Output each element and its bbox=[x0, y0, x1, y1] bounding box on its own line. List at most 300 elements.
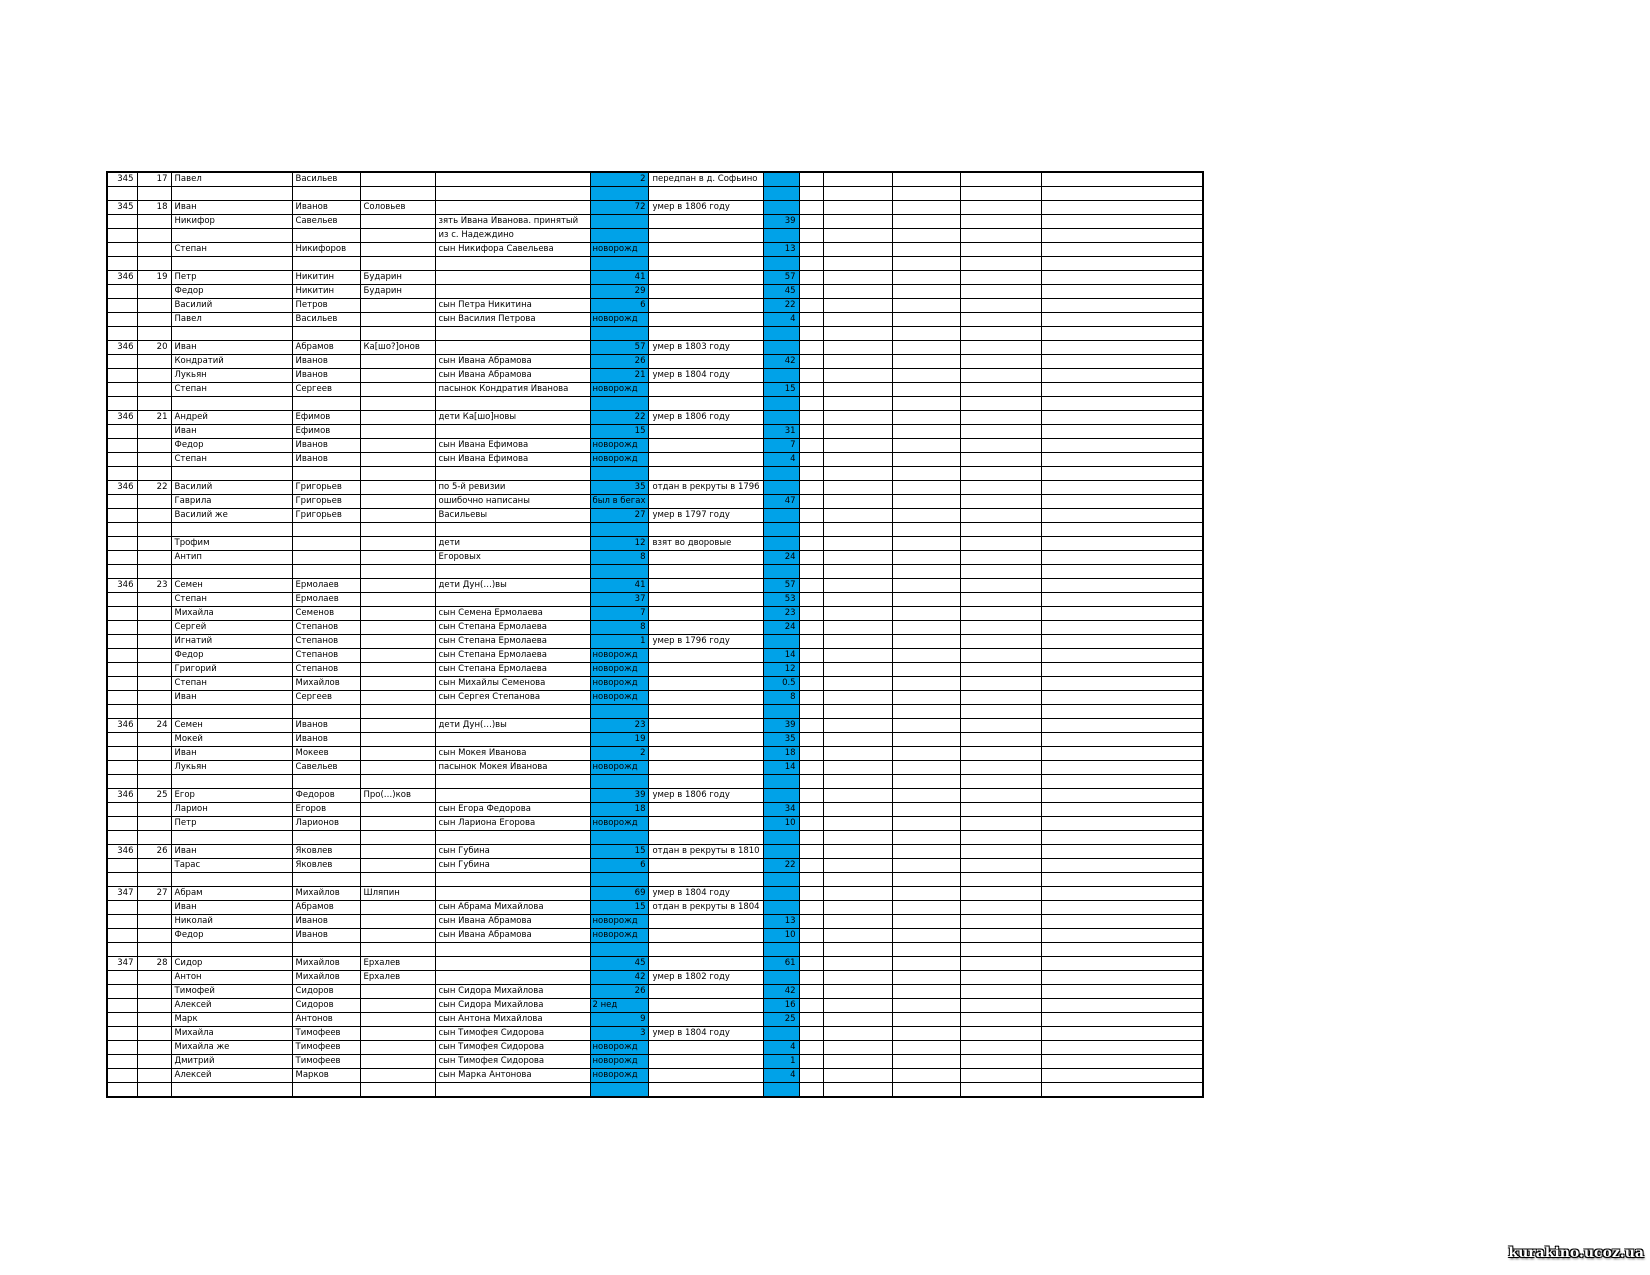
remark-cell: умер в 1804 году bbox=[649, 1027, 763, 1041]
first-name-cell bbox=[171, 705, 292, 719]
page-cell bbox=[107, 369, 137, 383]
table-row bbox=[107, 607, 1203, 621]
empty-cell bbox=[823, 733, 892, 747]
empty-cell bbox=[799, 859, 823, 873]
age-1795-cell bbox=[590, 215, 649, 229]
age-1795-cell: 29 bbox=[590, 285, 649, 299]
empty-cell bbox=[1041, 425, 1203, 439]
age-1811-cell: 39 bbox=[763, 215, 799, 229]
patronymic-cell: Иванов bbox=[292, 915, 360, 929]
empty-cell bbox=[799, 257, 823, 271]
page-cell bbox=[107, 677, 137, 691]
page-cell bbox=[107, 733, 137, 747]
empty-cell bbox=[892, 172, 960, 187]
relation-note-cell: сын Тимофея Сидорова bbox=[435, 1027, 590, 1041]
table-row bbox=[107, 747, 1203, 761]
age-1795-cell: 2 нед bbox=[590, 999, 649, 1013]
empty-cell bbox=[823, 1055, 892, 1069]
surname-cell bbox=[360, 635, 435, 649]
surname-cell bbox=[360, 1041, 435, 1055]
empty-cell bbox=[1041, 495, 1203, 509]
age-1795-cell bbox=[590, 327, 649, 341]
empty-cell bbox=[1041, 509, 1203, 523]
first-name-cell: Иван bbox=[171, 425, 292, 439]
empty-cell bbox=[799, 761, 823, 775]
empty-cell bbox=[823, 481, 892, 495]
first-name-cell: Лукьян bbox=[171, 369, 292, 383]
relation-note-cell: сын Сидора Михайлова bbox=[435, 999, 590, 1013]
empty-cell bbox=[960, 467, 1041, 481]
table-row bbox=[107, 439, 1203, 453]
page-cell bbox=[107, 705, 137, 719]
empty-cell bbox=[799, 705, 823, 719]
empty-cell bbox=[960, 172, 1041, 187]
household-number-cell bbox=[137, 985, 171, 999]
empty-cell bbox=[823, 985, 892, 999]
empty-cell bbox=[799, 663, 823, 677]
age-1795-cell: 7 bbox=[590, 607, 649, 621]
relation-note-cell bbox=[435, 733, 590, 747]
empty-cell bbox=[823, 523, 892, 537]
patronymic-cell bbox=[292, 537, 360, 551]
surname-cell bbox=[360, 831, 435, 845]
household-number-cell bbox=[137, 691, 171, 705]
census-table-body bbox=[107, 172, 1203, 1097]
household-number-cell bbox=[137, 257, 171, 271]
first-name-cell bbox=[171, 397, 292, 411]
relation-note-cell: Егоровых bbox=[435, 551, 590, 565]
empty-cell bbox=[892, 285, 960, 299]
patronymic-cell: Степанов bbox=[292, 635, 360, 649]
empty-cell bbox=[960, 243, 1041, 257]
relation-note-cell bbox=[435, 593, 590, 607]
age-1795-cell: 57 bbox=[590, 341, 649, 355]
household-number-cell: 22 bbox=[137, 481, 171, 495]
age-1795-cell: 41 bbox=[590, 271, 649, 285]
patronymic-cell bbox=[292, 1083, 360, 1098]
empty-cell bbox=[960, 341, 1041, 355]
household-number-cell bbox=[137, 509, 171, 523]
first-name-cell: Федор bbox=[171, 929, 292, 943]
empty-cell bbox=[799, 621, 823, 635]
surname-cell bbox=[360, 565, 435, 579]
age-1795-cell bbox=[590, 943, 649, 957]
empty-cell bbox=[892, 831, 960, 845]
empty-cell bbox=[799, 1013, 823, 1027]
page-cell bbox=[107, 467, 137, 481]
surname-cell bbox=[360, 999, 435, 1013]
table-row bbox=[107, 649, 1203, 663]
surname-cell bbox=[360, 1055, 435, 1069]
empty-cell bbox=[1041, 635, 1203, 649]
empty-cell bbox=[1041, 565, 1203, 579]
age-1811-cell bbox=[763, 481, 799, 495]
empty-cell bbox=[799, 271, 823, 285]
table-row bbox=[107, 943, 1203, 957]
age-1811-cell: 4 bbox=[763, 1069, 799, 1083]
relation-note-cell bbox=[435, 957, 590, 971]
surname-cell bbox=[360, 551, 435, 565]
empty-cell bbox=[892, 663, 960, 677]
age-1811-cell bbox=[763, 369, 799, 383]
relation-note-cell: сын Степана Ермолаева bbox=[435, 621, 590, 635]
relation-note-cell bbox=[435, 1083, 590, 1098]
empty-cell bbox=[1041, 1069, 1203, 1083]
remark-cell bbox=[649, 677, 763, 691]
remark-cell bbox=[649, 257, 763, 271]
remark-cell bbox=[649, 467, 763, 481]
remark-cell: взят во дворовые bbox=[649, 537, 763, 551]
age-1795-cell bbox=[590, 523, 649, 537]
age-1795-cell: 18 bbox=[590, 803, 649, 817]
remark-cell bbox=[649, 215, 763, 229]
page-cell bbox=[107, 747, 137, 761]
household-number-cell bbox=[137, 677, 171, 691]
empty-cell bbox=[1041, 579, 1203, 593]
table-row bbox=[107, 1027, 1203, 1041]
empty-cell bbox=[892, 551, 960, 565]
remark-cell bbox=[649, 313, 763, 327]
surname-cell bbox=[360, 453, 435, 467]
household-number-cell bbox=[137, 215, 171, 229]
table-row bbox=[107, 845, 1203, 859]
empty-cell bbox=[799, 243, 823, 257]
patronymic-cell: Антонов bbox=[292, 1013, 360, 1027]
empty-cell bbox=[960, 705, 1041, 719]
empty-cell bbox=[823, 411, 892, 425]
patronymic-cell: Тимофеев bbox=[292, 1055, 360, 1069]
household-number-cell bbox=[137, 1013, 171, 1027]
empty-cell bbox=[823, 929, 892, 943]
first-name-cell: Иван bbox=[171, 747, 292, 761]
relation-note-cell bbox=[435, 285, 590, 299]
table-row bbox=[107, 495, 1203, 509]
relation-note-cell bbox=[435, 887, 590, 901]
surname-cell bbox=[360, 859, 435, 873]
age-1811-cell: 22 bbox=[763, 859, 799, 873]
table-row bbox=[107, 915, 1203, 929]
empty-cell bbox=[1041, 1027, 1203, 1041]
household-number-cell bbox=[137, 313, 171, 327]
empty-cell bbox=[823, 593, 892, 607]
empty-cell bbox=[1041, 355, 1203, 369]
household-number-cell: 28 bbox=[137, 957, 171, 971]
household-number-cell: 19 bbox=[137, 271, 171, 285]
first-name-cell: Павел bbox=[171, 172, 292, 187]
empty-cell bbox=[1041, 831, 1203, 845]
table-row bbox=[107, 873, 1203, 887]
table-row bbox=[107, 705, 1203, 719]
age-1811-cell bbox=[763, 467, 799, 481]
age-1811-cell bbox=[763, 943, 799, 957]
table-row bbox=[107, 327, 1203, 341]
empty-cell bbox=[799, 397, 823, 411]
empty-cell bbox=[892, 215, 960, 229]
age-1795-cell: 1 bbox=[590, 635, 649, 649]
household-number-cell bbox=[137, 369, 171, 383]
remark-cell bbox=[649, 243, 763, 257]
empty-cell bbox=[892, 397, 960, 411]
household-number-cell bbox=[137, 593, 171, 607]
empty-cell bbox=[823, 957, 892, 971]
empty-cell bbox=[892, 201, 960, 215]
remark-cell bbox=[649, 453, 763, 467]
first-name-cell bbox=[171, 229, 292, 243]
remark-cell: умер в 1806 году bbox=[649, 789, 763, 803]
first-name-cell bbox=[171, 467, 292, 481]
relation-note-cell: дети bbox=[435, 537, 590, 551]
page-cell bbox=[107, 691, 137, 705]
first-name-cell: Федор bbox=[171, 285, 292, 299]
page-cell bbox=[107, 299, 137, 313]
empty-cell bbox=[960, 775, 1041, 789]
patronymic-cell: Абрамов bbox=[292, 901, 360, 915]
empty-cell bbox=[960, 677, 1041, 691]
empty-cell bbox=[823, 691, 892, 705]
page-cell: 346 bbox=[107, 579, 137, 593]
age-1811-cell: 47 bbox=[763, 495, 799, 509]
empty-cell bbox=[1041, 999, 1203, 1013]
age-1795-cell: 6 bbox=[590, 859, 649, 873]
household-number-cell bbox=[137, 901, 171, 915]
surname-cell bbox=[360, 215, 435, 229]
surname-cell bbox=[360, 901, 435, 915]
remark-cell bbox=[649, 229, 763, 243]
page-cell: 346 bbox=[107, 789, 137, 803]
first-name-cell bbox=[171, 873, 292, 887]
table-row bbox=[107, 1013, 1203, 1027]
age-1795-cell: 37 bbox=[590, 593, 649, 607]
empty-cell bbox=[823, 341, 892, 355]
empty-cell bbox=[799, 229, 823, 243]
age-1811-cell bbox=[763, 397, 799, 411]
empty-cell bbox=[892, 537, 960, 551]
age-1811-cell: 34 bbox=[763, 803, 799, 817]
age-1811-cell: 12 bbox=[763, 663, 799, 677]
age-1811-cell bbox=[763, 327, 799, 341]
empty-cell bbox=[892, 733, 960, 747]
age-1811-cell bbox=[763, 705, 799, 719]
household-number-cell bbox=[137, 943, 171, 957]
table-row bbox=[107, 369, 1203, 383]
patronymic-cell: Ефимов bbox=[292, 425, 360, 439]
household-number-cell: 17 bbox=[137, 172, 171, 187]
empty-cell bbox=[892, 495, 960, 509]
empty-cell bbox=[1041, 859, 1203, 873]
empty-cell bbox=[823, 453, 892, 467]
patronymic-cell: Федоров bbox=[292, 789, 360, 803]
empty-cell bbox=[1041, 271, 1203, 285]
empty-cell bbox=[892, 411, 960, 425]
surname-cell bbox=[360, 299, 435, 313]
surname-cell bbox=[360, 229, 435, 243]
table-row bbox=[107, 355, 1203, 369]
surname-cell bbox=[360, 803, 435, 817]
table-row bbox=[107, 285, 1203, 299]
remark-cell bbox=[649, 747, 763, 761]
empty-cell bbox=[823, 789, 892, 803]
household-number-cell bbox=[137, 1055, 171, 1069]
page-cell bbox=[107, 859, 137, 873]
first-name-cell: Василий же bbox=[171, 509, 292, 523]
age-1811-cell: 14 bbox=[763, 761, 799, 775]
relation-note-cell bbox=[435, 971, 590, 985]
household-number-cell bbox=[137, 243, 171, 257]
first-name-cell: Иван bbox=[171, 201, 292, 215]
empty-cell bbox=[960, 1027, 1041, 1041]
relation-note-cell: зять Ивана Иванова. принятый bbox=[435, 215, 590, 229]
empty-cell bbox=[799, 803, 823, 817]
age-1811-cell: 13 bbox=[763, 243, 799, 257]
page-cell: 346 bbox=[107, 271, 137, 285]
relation-note-cell: сын Петра Никитина bbox=[435, 299, 590, 313]
empty-cell bbox=[960, 719, 1041, 733]
empty-cell bbox=[892, 887, 960, 901]
empty-cell bbox=[799, 201, 823, 215]
relation-note-cell bbox=[435, 943, 590, 957]
empty-cell bbox=[799, 593, 823, 607]
empty-cell bbox=[799, 677, 823, 691]
empty-cell bbox=[1041, 172, 1203, 187]
age-1811-cell: 7 bbox=[763, 439, 799, 453]
empty-cell bbox=[799, 957, 823, 971]
empty-cell bbox=[892, 243, 960, 257]
household-number-cell bbox=[137, 733, 171, 747]
household-number-cell: 20 bbox=[137, 341, 171, 355]
remark-cell bbox=[649, 1041, 763, 1055]
table-row bbox=[107, 579, 1203, 593]
household-number-cell bbox=[137, 1069, 171, 1083]
remark-cell bbox=[649, 285, 763, 299]
household-number-cell bbox=[137, 523, 171, 537]
empty-cell bbox=[960, 425, 1041, 439]
first-name-cell: Степан bbox=[171, 383, 292, 397]
table-row bbox=[107, 985, 1203, 999]
empty-cell bbox=[799, 1069, 823, 1083]
empty-cell bbox=[1041, 607, 1203, 621]
first-name-cell: Михайла же bbox=[171, 1041, 292, 1055]
relation-note-cell: сын Губина bbox=[435, 845, 590, 859]
surname-cell: Ерхалев bbox=[360, 971, 435, 985]
relation-note-cell: сын Семена Ермолаева bbox=[435, 607, 590, 621]
age-1811-cell: 25 bbox=[763, 1013, 799, 1027]
table-row bbox=[107, 887, 1203, 901]
patronymic-cell: Сергеев bbox=[292, 691, 360, 705]
remark-cell bbox=[649, 299, 763, 313]
empty-cell bbox=[799, 747, 823, 761]
empty-cell bbox=[892, 327, 960, 341]
empty-cell bbox=[1041, 327, 1203, 341]
first-name-cell: Николай bbox=[171, 915, 292, 929]
age-1811-cell bbox=[763, 257, 799, 271]
remark-cell: умер в 1797 году bbox=[649, 509, 763, 523]
patronymic-cell: Сергеев bbox=[292, 383, 360, 397]
first-name-cell: Михайла bbox=[171, 607, 292, 621]
empty-cell bbox=[823, 999, 892, 1013]
relation-note-cell: сын Ивана Абрамова bbox=[435, 369, 590, 383]
age-1811-cell bbox=[763, 971, 799, 985]
relation-note-cell: ошибочно написаны bbox=[435, 495, 590, 509]
empty-cell bbox=[823, 565, 892, 579]
empty-cell bbox=[892, 985, 960, 999]
relation-note-cell: дети Дун(…)вы bbox=[435, 579, 590, 593]
empty-cell bbox=[960, 999, 1041, 1013]
first-name-cell: Егор bbox=[171, 789, 292, 803]
first-name-cell: Василий bbox=[171, 299, 292, 313]
empty-cell bbox=[1041, 887, 1203, 901]
patronymic-cell: Ермолаев bbox=[292, 579, 360, 593]
empty-cell bbox=[1041, 663, 1203, 677]
surname-cell bbox=[360, 537, 435, 551]
remark-cell bbox=[649, 957, 763, 971]
age-1795-cell: новорожд bbox=[590, 663, 649, 677]
relation-note-cell bbox=[435, 271, 590, 285]
relation-note-cell bbox=[435, 201, 590, 215]
first-name-cell: Степан bbox=[171, 593, 292, 607]
page-cell bbox=[107, 425, 137, 439]
table-row bbox=[107, 313, 1203, 327]
household-number-cell bbox=[137, 425, 171, 439]
empty-cell bbox=[892, 915, 960, 929]
empty-cell bbox=[823, 383, 892, 397]
patronymic-cell bbox=[292, 397, 360, 411]
empty-cell bbox=[1041, 775, 1203, 789]
empty-cell bbox=[960, 649, 1041, 663]
empty-cell bbox=[823, 187, 892, 201]
empty-cell bbox=[1041, 467, 1203, 481]
first-name-cell: Петр bbox=[171, 271, 292, 285]
empty-cell bbox=[960, 957, 1041, 971]
household-number-cell bbox=[137, 705, 171, 719]
first-name-cell: Дмитрий bbox=[171, 1055, 292, 1069]
empty-cell bbox=[1041, 747, 1203, 761]
household-number-cell bbox=[137, 187, 171, 201]
table-row bbox=[107, 481, 1203, 495]
household-number-cell bbox=[137, 873, 171, 887]
age-1795-cell bbox=[590, 229, 649, 243]
empty-cell bbox=[823, 1027, 892, 1041]
first-name-cell: Степан bbox=[171, 677, 292, 691]
empty-cell bbox=[1041, 789, 1203, 803]
empty-cell bbox=[960, 929, 1041, 943]
surname-cell bbox=[360, 845, 435, 859]
empty-cell bbox=[892, 355, 960, 369]
empty-cell bbox=[799, 341, 823, 355]
empty-cell bbox=[799, 831, 823, 845]
empty-cell bbox=[1041, 313, 1203, 327]
empty-cell bbox=[799, 873, 823, 887]
patronymic-cell bbox=[292, 705, 360, 719]
relation-note-cell: Васильевы bbox=[435, 509, 590, 523]
empty-cell bbox=[799, 411, 823, 425]
patronymic-cell: Иванов bbox=[292, 439, 360, 453]
page-cell: 346 bbox=[107, 719, 137, 733]
empty-cell bbox=[823, 831, 892, 845]
first-name-cell: Иван bbox=[171, 901, 292, 915]
table-row bbox=[107, 215, 1203, 229]
page-cell bbox=[107, 999, 137, 1013]
first-name-cell: Андрей bbox=[171, 411, 292, 425]
patronymic-cell: Савельев bbox=[292, 215, 360, 229]
remark-cell: отдан в рекруты в 1810 bbox=[649, 845, 763, 859]
empty-cell bbox=[892, 1013, 960, 1027]
page-cell: 345 bbox=[107, 201, 137, 215]
empty-cell bbox=[892, 1041, 960, 1055]
remark-cell bbox=[649, 761, 763, 775]
page-cell: 347 bbox=[107, 887, 137, 901]
age-1795-cell: 8 bbox=[590, 621, 649, 635]
empty-cell bbox=[799, 313, 823, 327]
